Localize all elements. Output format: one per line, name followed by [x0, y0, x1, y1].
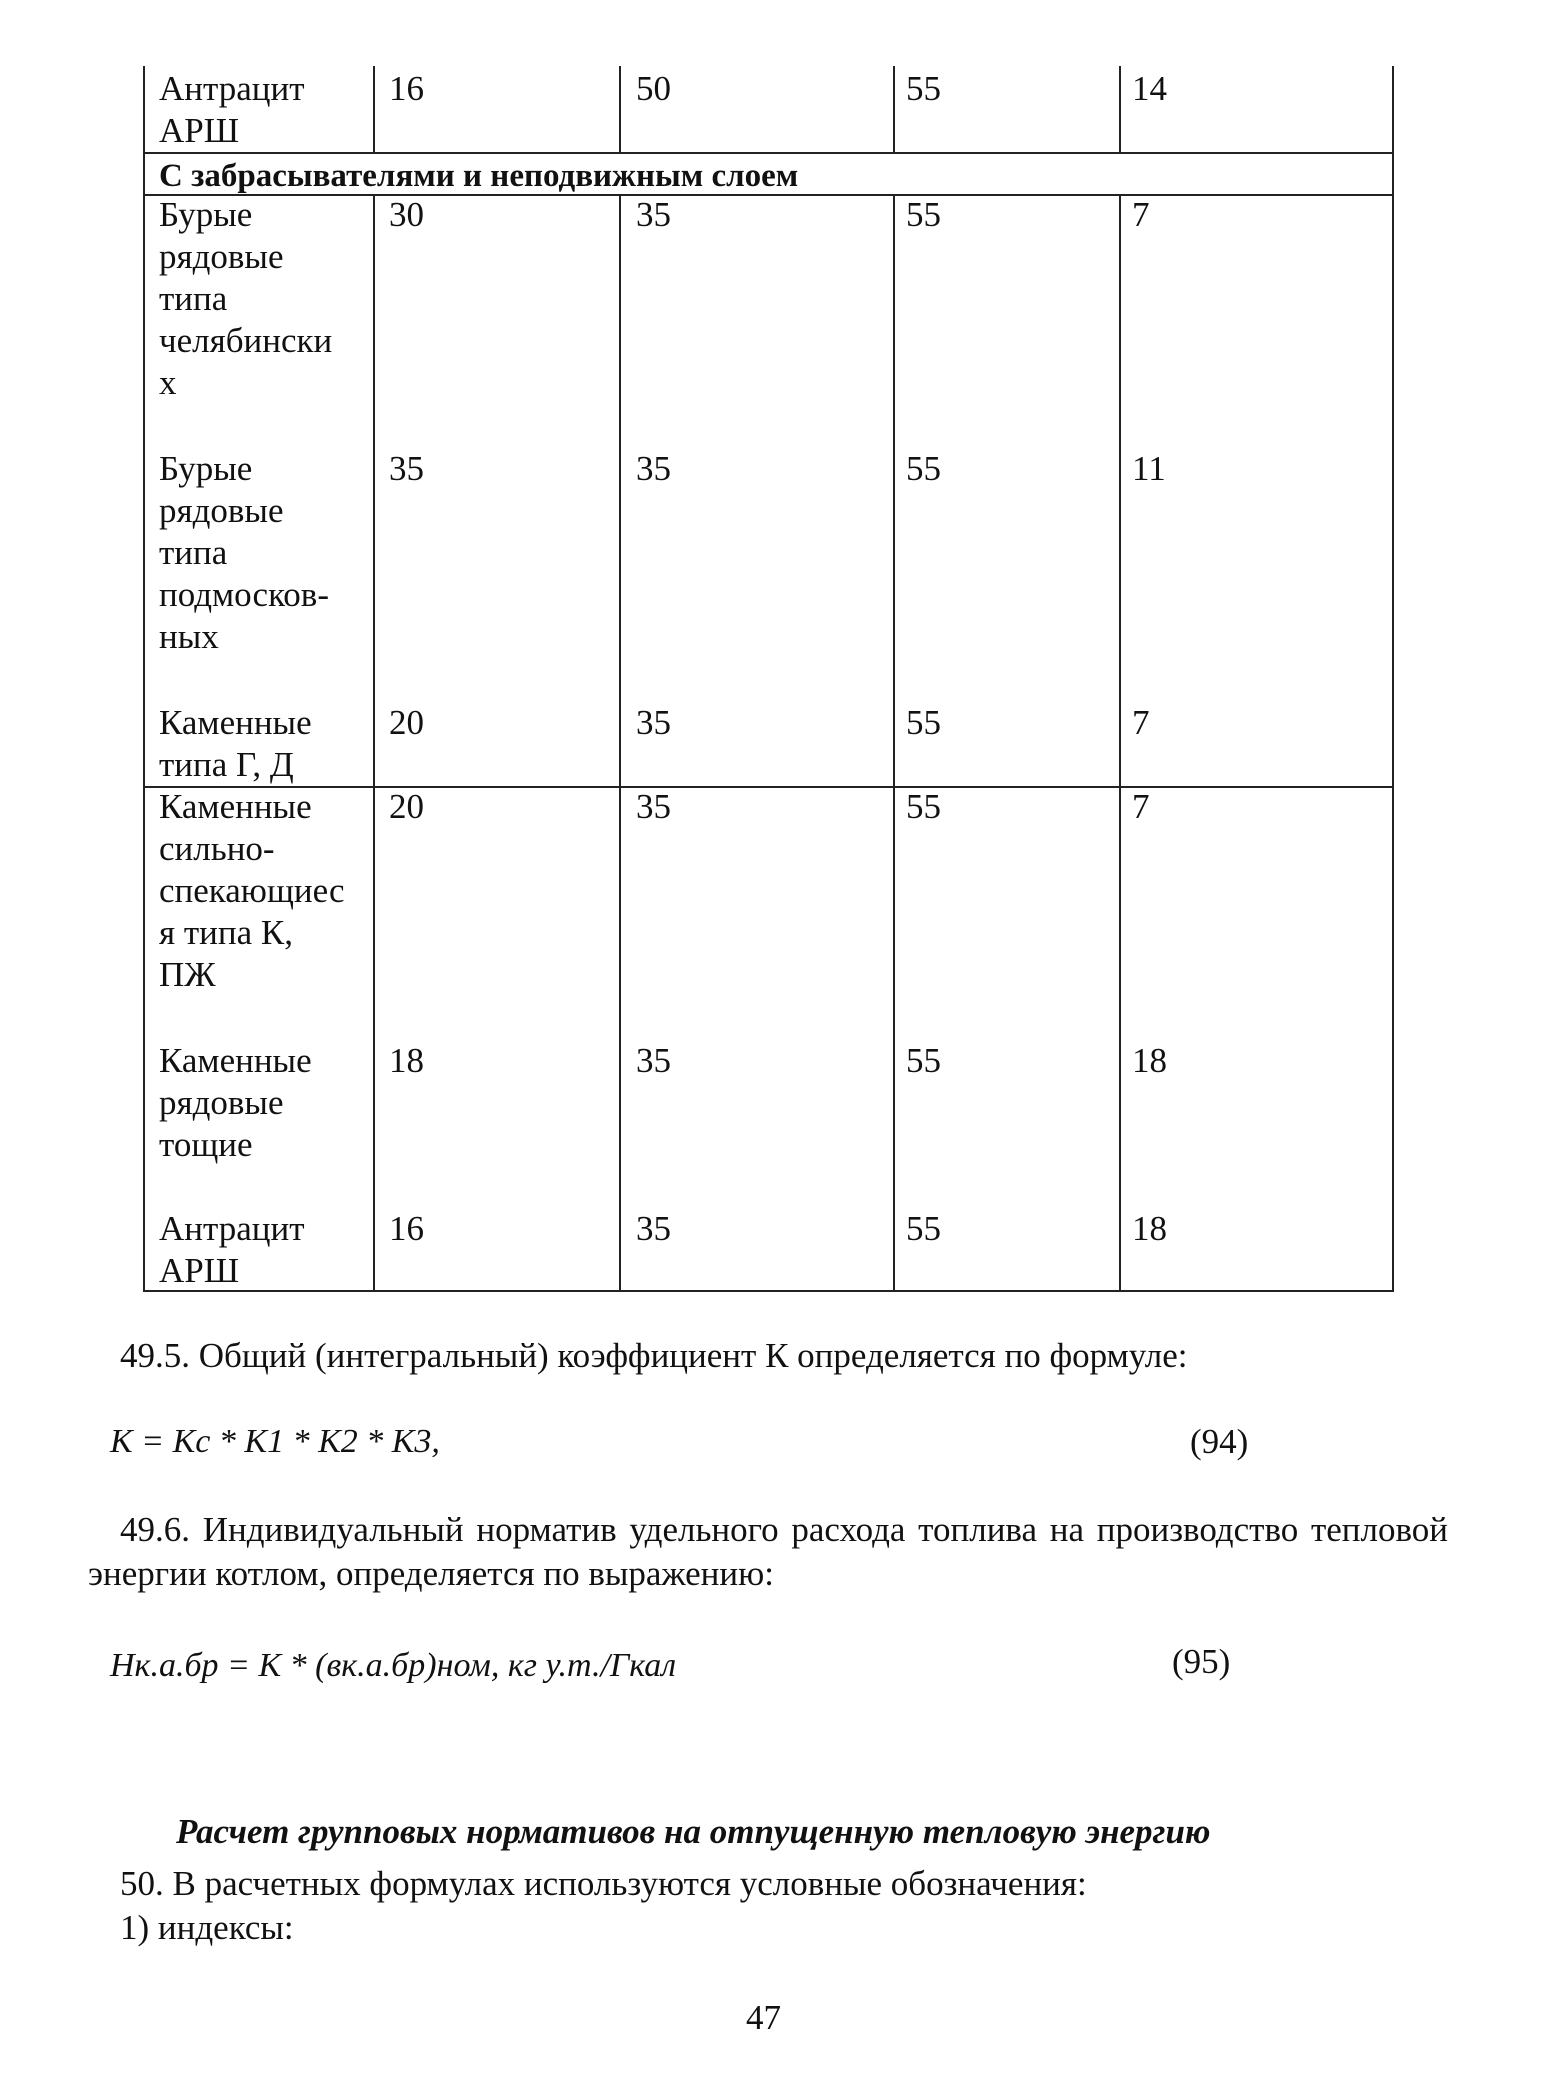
paragraph-49-5: 49.5. Общий (интегральный) коэффициент К определяется по формуле:	[120, 1336, 1188, 1375]
paragraph-50: 50. В расчетных формулах используются условные обозначения:	[120, 1864, 1087, 1903]
table-col-divider	[373, 66, 375, 152]
table-cell: 18	[389, 1041, 424, 1080]
formula-95: Hк.а.бр = K * (вк.а.бр)ном, кг у.т./Гкал	[110, 1647, 677, 1684]
table-cell: 30	[389, 195, 424, 234]
table-cell: 55	[906, 703, 941, 742]
paragraph-49-6: 49.6. Индивидуальный норматив удельного расхода топлива на производство тепловой энергии котлом, определяется по выражению:	[88, 1510, 1448, 1593]
table-cell-fuel: Бурые рядовые типа челябински х	[159, 195, 333, 402]
table-col-divider	[373, 196, 375, 1292]
table-cell-fuel: Антрацит АРШ	[159, 69, 305, 150]
table-cell: 35	[636, 1041, 671, 1080]
table-cell: 18	[1132, 1041, 1167, 1080]
table-hline	[143, 152, 1394, 154]
table-cell: 35	[389, 449, 424, 488]
equation-number-95: (95)	[1172, 1642, 1231, 1681]
table-cell: 50	[636, 69, 671, 108]
table-cell: 18	[1132, 1209, 1167, 1248]
table-col-divider	[1119, 196, 1121, 1292]
table-cell-fuel: Каменные типа Г, Д	[159, 703, 312, 784]
table-cell: 55	[906, 69, 941, 108]
table-cell: 7	[1132, 703, 1150, 742]
table-cell: 14	[1132, 69, 1167, 108]
table-cell: 35	[636, 703, 671, 742]
table-cell-fuel: Антрацит АРШ	[159, 1209, 305, 1290]
formula-94: K = Kc * K1 * K2 * K3,	[110, 1423, 440, 1460]
table-cell: 7	[1132, 787, 1150, 826]
table-cell: 35	[636, 1209, 671, 1248]
table-col-divider	[1119, 66, 1121, 152]
table-border-left	[143, 66, 145, 1292]
fuel-table	[143, 66, 1394, 1292]
table-cell: 16	[389, 69, 424, 108]
paragraph-indexes: 1) индексы:	[120, 1908, 294, 1947]
table-cell: 55	[906, 1209, 941, 1248]
table-cell: 55	[906, 449, 941, 488]
section-heading: Расчет групповых нормативов на отпущенную тепловую энергию	[176, 1812, 1211, 1851]
table-cell: 55	[906, 1041, 941, 1080]
table-cell: 35	[636, 195, 671, 234]
page-number: 47	[746, 1998, 781, 2037]
table-cell-fuel: Каменные рядовые тощие	[159, 1041, 312, 1164]
equation-number-94: (94)	[1190, 1422, 1249, 1461]
table-cell: 7	[1132, 195, 1150, 234]
table-cell: 55	[906, 195, 941, 234]
table-cell: 11	[1132, 449, 1166, 488]
table-cell: 20	[389, 703, 424, 742]
table-col-divider	[619, 66, 621, 152]
table-cell-fuel: Каменные сильно- спекающиес я типа К, ПЖ	[159, 787, 345, 994]
table-border-right	[1392, 66, 1394, 1292]
table-col-divider	[893, 196, 895, 1292]
table-cell: 35	[636, 787, 671, 826]
table-cell: 20	[389, 787, 424, 826]
table-cell: 35	[636, 449, 671, 488]
table-cell: 55	[906, 787, 941, 826]
table-col-divider	[893, 66, 895, 152]
table-cell: 16	[389, 1209, 424, 1248]
table-cell-fuel: Бурые рядовые типа подмосков- ных	[159, 449, 329, 656]
table-section-title: С забрасывателями и неподвижным слоем	[159, 158, 799, 194]
table-col-divider	[619, 196, 621, 1292]
